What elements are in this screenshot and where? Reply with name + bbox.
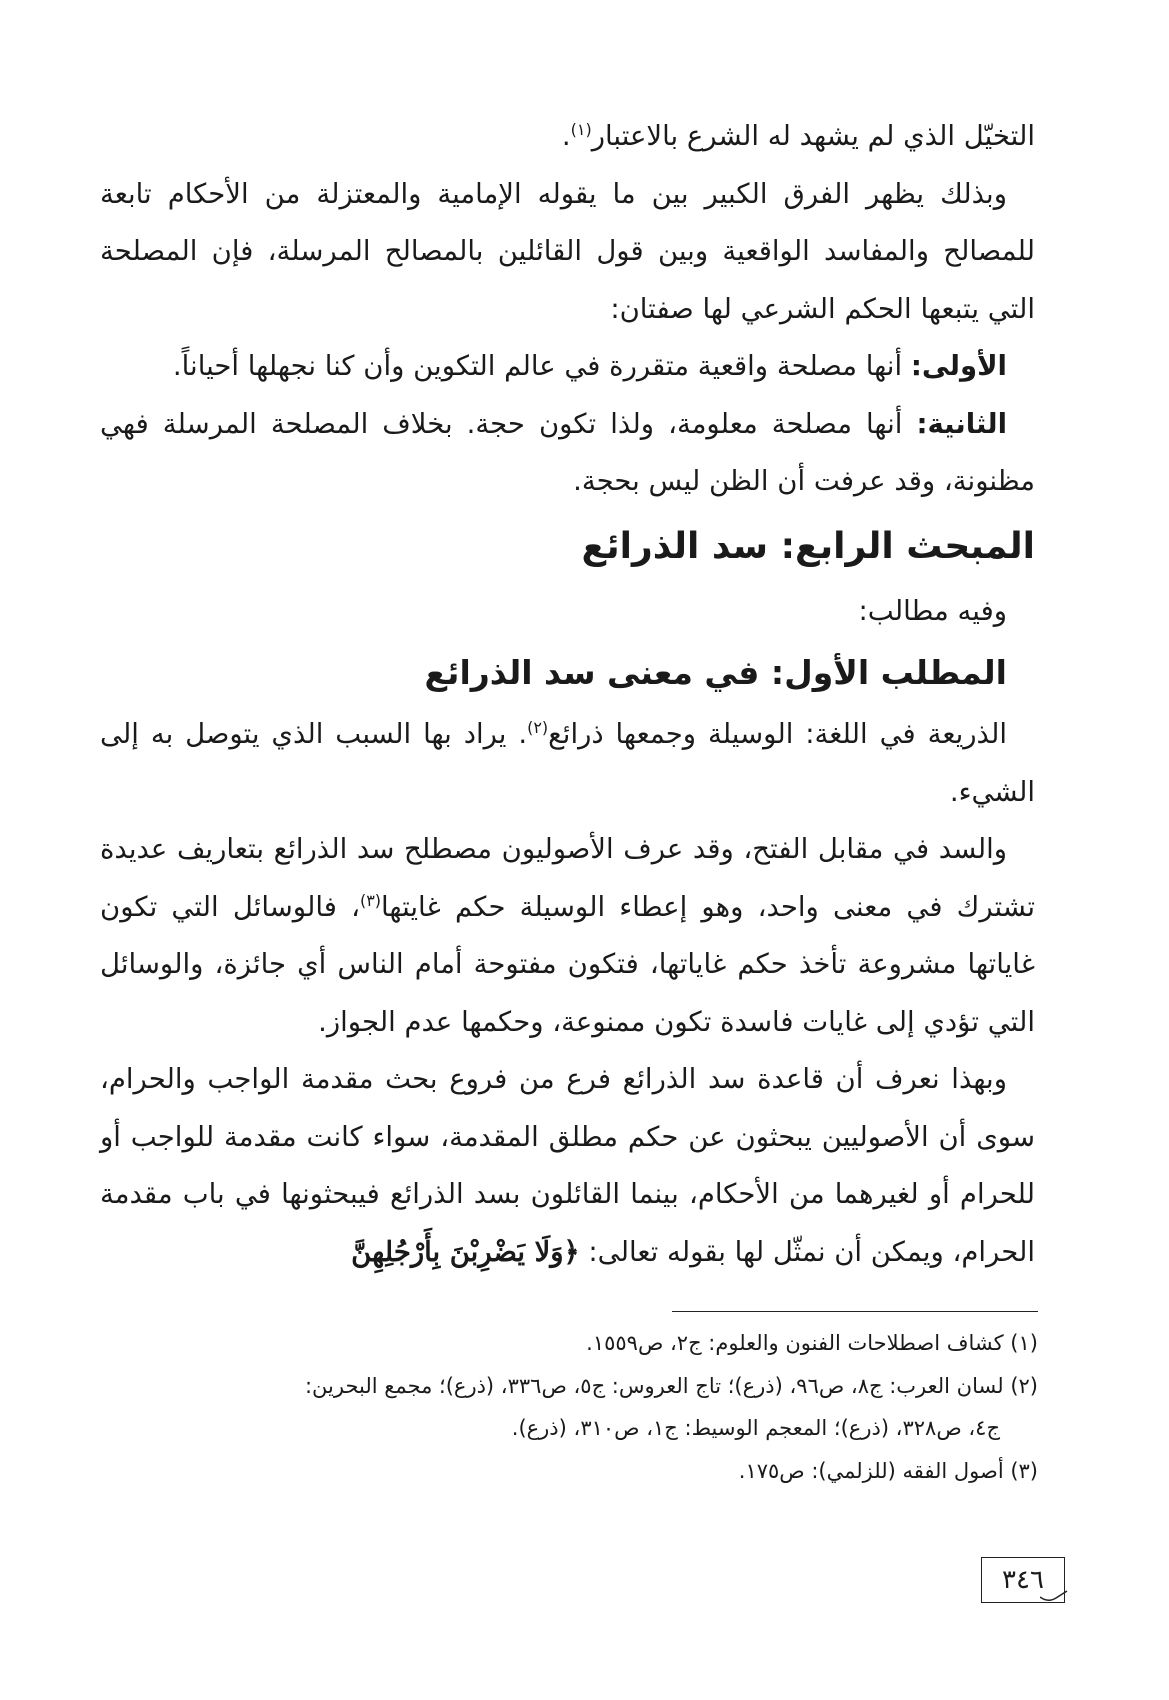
- paragraph-rule: [100, 1051, 1035, 1281]
- footnote-1: (١) كشاف اصطلاحات الفنون والعلوم: ج٢، ص١٥٥٩.: [586, 1331, 1038, 1355]
- footnotes: [88, 1322, 1038, 1492]
- subsection-heading: المطلب الأول: في معنى سد الذرائع: [424, 653, 1007, 692]
- paragraph-text: أنها مصلحة معلومة، ولذا تكون حجة. بخلاف المصلحة المرسلة فهي مظنونة، وقد عرفت أن الظن ليس بحجة.: [100, 407, 1035, 497]
- paragraph-2: وبذلك يظهر الفرق الكبير بين ما يقوله الإمامية والمعتزلة من الأحكام تابعة للمصالح والمفاسد الواقعية وبين قول القائلين بالمصالح المرسلة، فإن المصلحة التي يتبعها الحكم الشرعي لها صفتان:: [100, 177, 1035, 325]
- paragraph-second-feature: [100, 396, 1035, 511]
- paragraph-text: ، فالوسائل التي تكون غاياتها مشروعة تأخذ حكم غاياتها، فتكون مفتوحة أمام الناس أي جائزة، والوسائل التي تؤدي إلى غايات فاسدة تكون ممنوعة، وحكمها عدم الجواز.: [100, 890, 1035, 1038]
- label-first: الأولى:: [910, 350, 1007, 382]
- paragraph-text: التخيّل الذي لم يشهد له الشرع بالاعتبار: [591, 120, 1035, 152]
- paragraph-text: الذريعة في اللغة: الوسيلة وجمعها ذرائع: [548, 718, 1007, 750]
- paragraph-text: . يراد بها السبب الذي يتوصل به إلى الشيء.: [100, 718, 1035, 808]
- paragraph-definition: [100, 706, 1035, 821]
- footnote-ref-1: (١): [570, 119, 592, 139]
- intro-line: وفيه مطالب:: [858, 594, 1007, 627]
- paragraph-1: [100, 108, 1035, 166]
- main-text: [100, 108, 1035, 1281]
- section-heading: المبحث الرابع: سد الذرائع: [581, 525, 1035, 567]
- paragraph-tail: .: [561, 120, 571, 152]
- page-number-corner-decoration: [1040, 1589, 1068, 1605]
- paragraph-text: والسد في مقابل الفتح، وقد عرف الأصوليون مصطلح سد الذرائع بتعاريف عديدة تشترك في معنى واحد، وهو إعطاء الوسيلة حكم غايتها: [100, 833, 1035, 923]
- paragraph-first-feature: [100, 338, 1035, 396]
- footnote-3: (٣) أصول الفقه (للزلمي): ص١٧٥.: [738, 1458, 1038, 1483]
- footnote-ref-2: (٢): [527, 717, 549, 737]
- footnote-divider: [672, 1311, 1038, 1312]
- paragraph-sadd: [100, 821, 1035, 1051]
- page-number-text: ٣٤٦: [1002, 1565, 1044, 1595]
- label-second: الثانية:: [916, 407, 1007, 440]
- paragraph-text: أنها مصلحة واقعية متقررة في عالم التكوين وأن كنا نجهلها أحياناً.: [172, 350, 911, 382]
- quran-verse: ﴿وَلَا يَضْرِبْنَ بِأَرْجُلِهِنَّ: [351, 1235, 580, 1268]
- footnote-2: (٢) لسان العرب: ج٨، ص٩٦، (ذرع)؛ تاج العروس: ج٥، ص٣٣٦، (ذرع)؛ مجمع البحرين:: [304, 1373, 1038, 1398]
- footnote-ref-3: (٣): [359, 890, 382, 910]
- paragraph-text: وبهذا نعرف أن قاعدة سد الذرائع فرع من فروع بحث مقدمة الواجب والحرام، سوى أن الأصوليين يبحثون عن حكم مطلق المقدمة، سواء كانت مقدمة للواجب أو للحرام أو لغيرهما من الأحكام، بينما القائلون بسد الذرائع فيبحثونها في باب مقدمة الحرام، ويمكن أن نمثّل لها بقوله تعالى:: [100, 1063, 1035, 1268]
- footnote-2-continued: ج٤، ص٣٢٨، (ذرع)؛ المعجم الوسيط: ج١، ص٣١٠، (ذرع).: [511, 1416, 1000, 1440]
